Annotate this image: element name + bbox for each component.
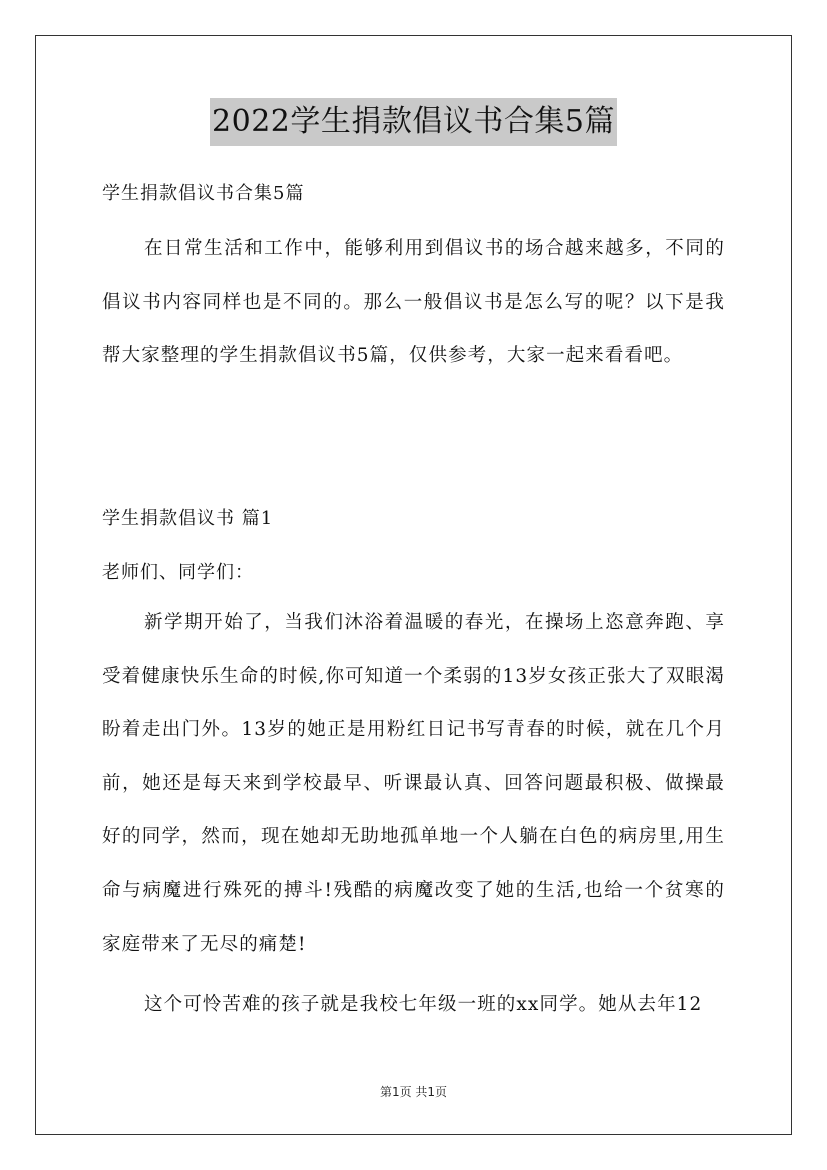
body-paragraph-1: 新学期开始了，当我们沐浴着温暖的春光，在操场上恣意奔跑、享受着健康快乐生命的时候,你可知道一个柔弱的13岁女孩正张大了双眼渴盼着走出门外。13岁的她正是用粉红日记书写青春的时候，就在几个月前，她还是每天来到学校最早、听课最认真、回答问题最积极、做操最好的同学，然而，现在她却无助地孤单地一个人躺在白色的病房里,用生命与病魔进行殊死的搏斗!残酷的病魔改变了她的生活,也给一个贫寒的家庭带来了无尽的痛楚! xyxy=(102,612,725,955)
intro-paragraph: 在日常生活和工作中，能够利用到倡议书的场合越来越多，不同的倡议书内容同样也是不同的。那么一般倡议书是怎么写的呢？以下是我帮大家整理的学生捐款倡议书5篇，仅供参考，大家一起来看看吧。 xyxy=(102,238,725,367)
body-paragraph-2: 这个可怜苦难的孩子就是我校七年级一班的xx同学。她从去年12 xyxy=(144,994,703,1015)
section-heading: 学生捐款倡议书 篇1 xyxy=(102,508,274,529)
document-title: 2022学生捐款倡议书合集5篇 xyxy=(210,98,617,146)
document-subtitle: 学生捐款倡议书合集5篇 xyxy=(102,183,305,204)
title-container xyxy=(0,98,827,146)
salutation: 老师们、同学们： xyxy=(102,562,254,583)
page-footer: 第1页 共1页 xyxy=(379,1085,448,1099)
